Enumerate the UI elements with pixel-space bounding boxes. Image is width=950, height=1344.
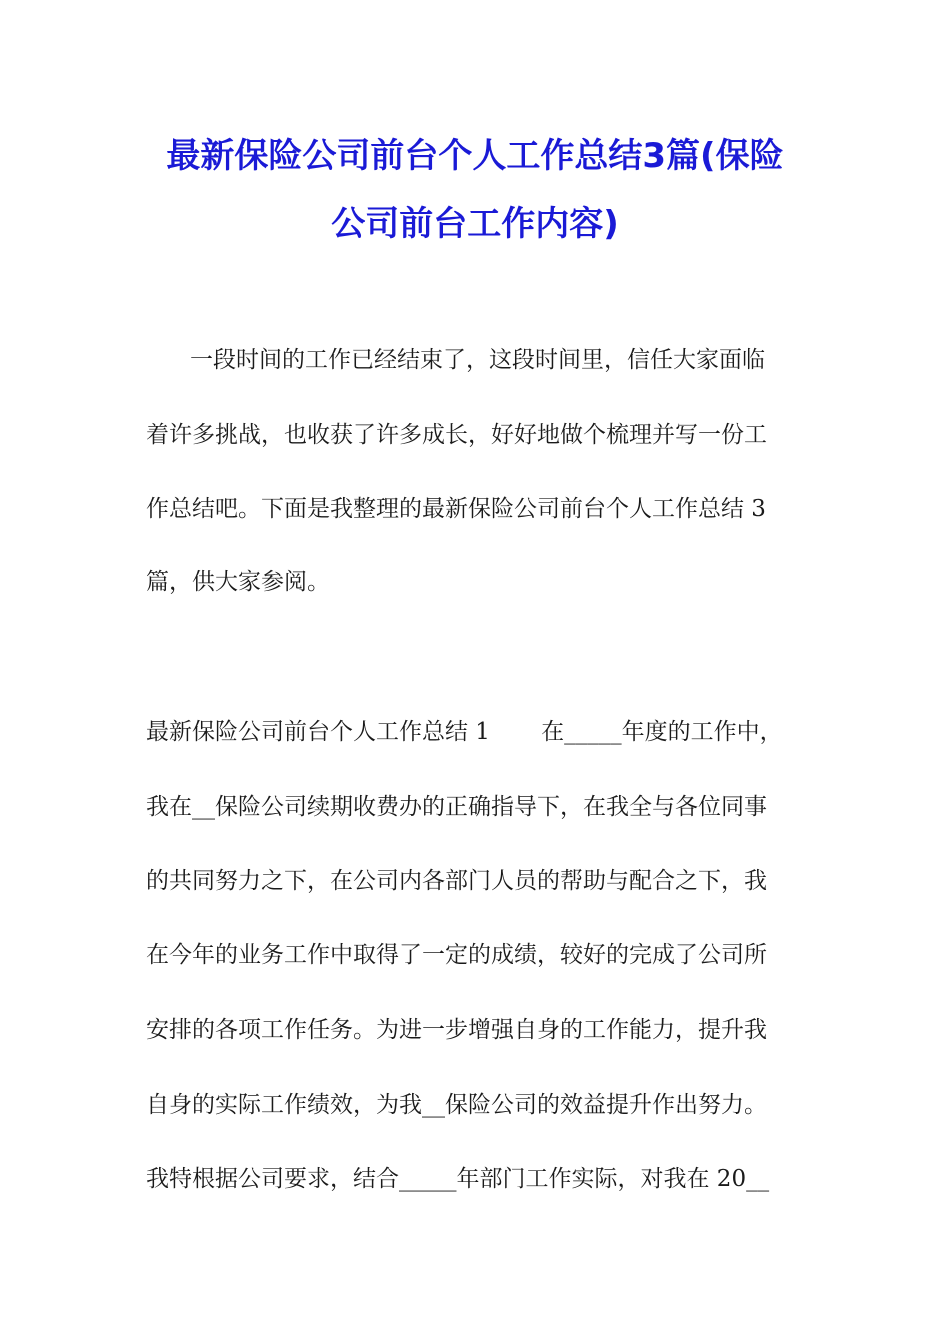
intro-line: 篇，供大家参阅。 bbox=[146, 569, 330, 595]
document-title-line-1: 最新保险公司前台个人工作总结3篇(保险 bbox=[166, 136, 784, 176]
body-line: 的共同努力之下，在公司内各部门人员的帮助与配合之下，我 bbox=[146, 868, 767, 894]
body-line: 安排的各项工作任务。为进一步增强自身的工作能力，提升我 bbox=[146, 1017, 767, 1043]
body-line: 我特根据公司要求，结合_____年部门工作实际，对我在 20__ bbox=[146, 1166, 770, 1192]
body-line: 我在__保险公司续期收费办的正确指导下，在我全与各位同事 bbox=[146, 794, 767, 820]
intro-line: 一段时间的工作已经结束了，这段时间里，信任大家面临 bbox=[190, 347, 765, 373]
section-heading-line: 最新保险公司前台个人工作总结 1 在_____年度的工作中， bbox=[146, 719, 783, 745]
intro-line: 着许多挑战，也收获了许多成长，好好地做个梳理并写一份工 bbox=[146, 422, 767, 448]
body-line: 自身的实际工作绩效，为我__保险公司的效益提升作出努力。 bbox=[146, 1092, 767, 1118]
body-line: 在今年的业务工作中取得了一定的成绩，较好的完成了公司所 bbox=[146, 942, 767, 968]
intro-line: 作总结吧。下面是我整理的最新保险公司前台个人工作总结 3 bbox=[146, 496, 766, 522]
document-title-line-2: 公司前台工作内容) bbox=[331, 204, 619, 244]
